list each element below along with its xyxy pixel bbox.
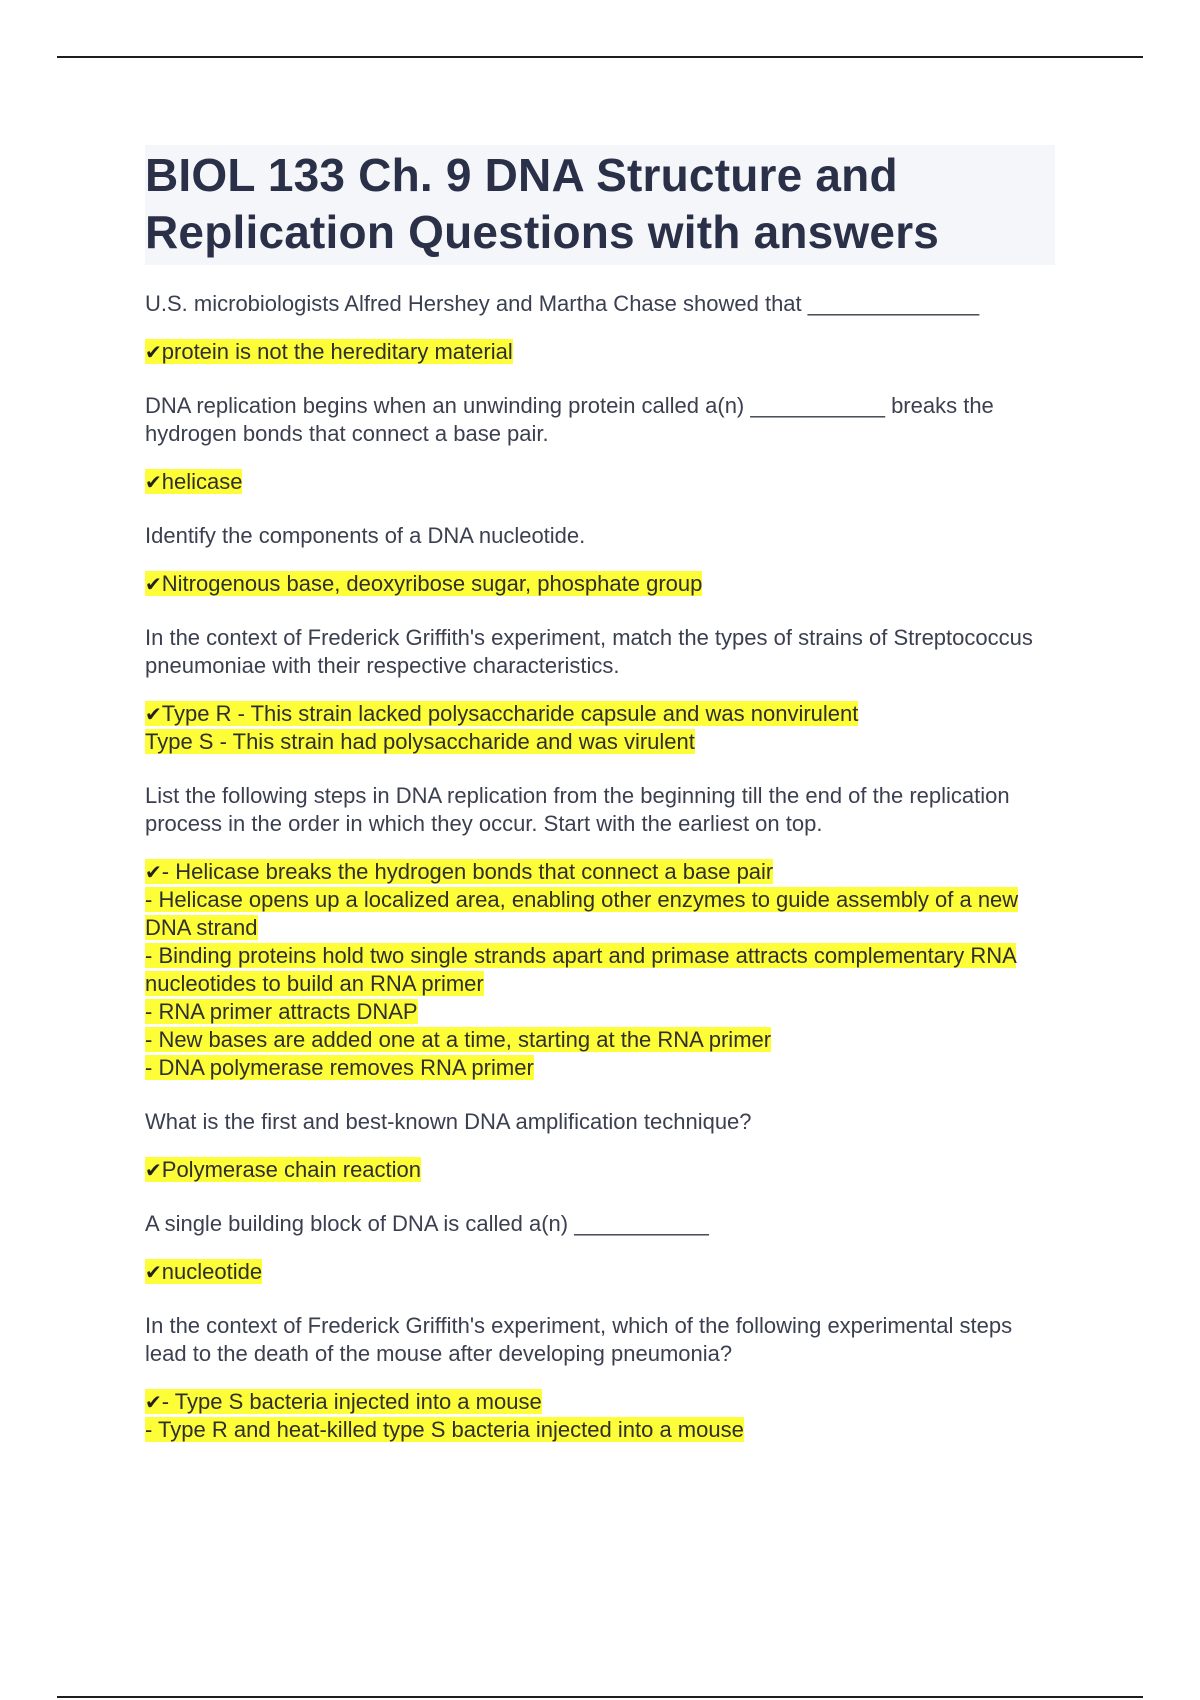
answer-text: - DNA polymerase removes RNA primer	[145, 1055, 534, 1080]
highlight	[145, 1389, 542, 1414]
checkmark-icon: ✔	[145, 572, 162, 596]
highlight	[145, 999, 418, 1024]
question-text: U.S. microbiologists Alfred Hershey and Martha Chase showed that ______________	[145, 291, 980, 316]
answer-text: - Helicase breaks the hydrogen bonds that connect a base pair	[161, 859, 774, 884]
highlight	[145, 701, 858, 726]
top-rule	[57, 56, 1143, 58]
answer-line	[145, 1054, 1055, 1082]
question-text: Identify the components of a DNA nucleotide.	[145, 523, 586, 548]
highlight	[145, 1027, 771, 1052]
answer-text: Polymerase chain reaction	[161, 1157, 422, 1182]
checkmark-icon: ✔	[145, 1158, 162, 1182]
highlight	[145, 943, 1016, 996]
answer-text: - Type S bacteria injected into a mouse	[161, 1389, 542, 1414]
answer-block	[145, 858, 1055, 1082]
highlight	[145, 1259, 262, 1284]
checkmark-icon: ✔	[145, 1260, 162, 1284]
highlight	[145, 729, 695, 754]
page-title: BIOL 133 Ch. 9 DNA Structure and Replication Questions with answers	[145, 149, 940, 258]
answer-text: - Binding proteins hold two single strands apart and primase attracts complementary RNA nucleotides to build an RNA primer	[145, 943, 1016, 996]
bottom-rule	[57, 1696, 1143, 1698]
answer-text: Type R - This strain lacked polysaccharide capsule and was nonvirulent	[161, 701, 859, 726]
question-text: A single building block of DNA is called a(n) ___________	[145, 1211, 709, 1236]
checkmark-icon: ✔	[145, 1390, 162, 1414]
answer-block	[145, 338, 1055, 366]
answer-line	[145, 1156, 1055, 1184]
qa-item	[145, 392, 1055, 496]
question-text: DNA replication begins when an unwinding protein called a(n) ___________ breaks the hydrogen bonds that connect a base pair.	[145, 393, 994, 446]
answer-line	[145, 468, 1055, 496]
answer-line	[145, 998, 1055, 1026]
answer-line	[145, 728, 1055, 756]
highlight	[145, 887, 1018, 940]
answer-line	[145, 1026, 1055, 1054]
answer-block	[145, 570, 1055, 598]
answer-text: helicase	[161, 469, 243, 494]
answer-line	[145, 338, 1055, 366]
qa-list	[145, 290, 1055, 1444]
answer-text: - RNA primer attracts DNAP	[145, 999, 418, 1024]
qa-item	[145, 290, 1055, 366]
checkmark-icon: ✔	[145, 860, 162, 884]
highlight	[145, 859, 773, 884]
highlight	[145, 1417, 744, 1442]
highlight	[145, 469, 242, 494]
answer-block	[145, 468, 1055, 496]
highlight	[145, 1055, 534, 1080]
highlight	[145, 1157, 421, 1182]
answer-text: - Helicase opens up a localized area, enabling other enzymes to guide assembly of a new DNA strand	[145, 887, 1019, 940]
answer-text: - Type R and heat-killed type S bacteria injected into a mouse	[145, 1417, 744, 1442]
checkmark-icon: ✔	[145, 702, 162, 726]
qa-item	[145, 1108, 1055, 1184]
answer-line	[145, 1388, 1055, 1416]
answer-text: Nitrogenous base, deoxyribose sugar, phosphate group	[161, 571, 703, 596]
question-text: List the following steps in DNA replication from the beginning till the end of the replication process in the order in which they occur. Start with the earliest on top.	[145, 783, 1010, 836]
answer-line	[145, 858, 1055, 886]
qa-item	[145, 624, 1055, 756]
answer-line	[145, 570, 1055, 598]
answer-text: - New bases are added one at a time, starting at the RNA primer	[145, 1027, 772, 1052]
document-body	[145, 145, 1055, 1470]
highlight	[145, 571, 702, 596]
answer-block	[145, 1258, 1055, 1286]
answer-block	[145, 1388, 1055, 1444]
answer-text: protein is not the hereditary material	[161, 339, 513, 364]
answer-line	[145, 700, 1055, 728]
qa-item	[145, 782, 1055, 1082]
answer-line	[145, 1416, 1055, 1444]
question-text: In the context of Frederick Griffith's experiment, which of the following experimental steps lead to the death of the mouse after developing pneumonia?	[145, 1313, 1013, 1366]
answer-line	[145, 886, 1055, 942]
title-block	[145, 145, 1055, 265]
checkmark-icon: ✔	[145, 470, 162, 494]
answer-block	[145, 700, 1055, 756]
qa-item	[145, 1312, 1055, 1444]
highlight	[145, 339, 513, 364]
answer-line	[145, 1258, 1055, 1286]
answer-block	[145, 1156, 1055, 1184]
question-text: What is the first and best-known DNA amplification technique?	[145, 1109, 752, 1134]
checkmark-icon: ✔	[145, 340, 162, 364]
answer-line	[145, 942, 1055, 998]
qa-item	[145, 1210, 1055, 1286]
qa-item	[145, 522, 1055, 598]
answer-text: Type S - This strain had polysaccharide and was virulent	[145, 729, 695, 754]
answer-text: nucleotide	[161, 1259, 263, 1284]
question-text: In the context of Frederick Griffith's experiment, match the types of strains of Streptococcus pneumoniae with their respective characteristics.	[145, 625, 1033, 678]
